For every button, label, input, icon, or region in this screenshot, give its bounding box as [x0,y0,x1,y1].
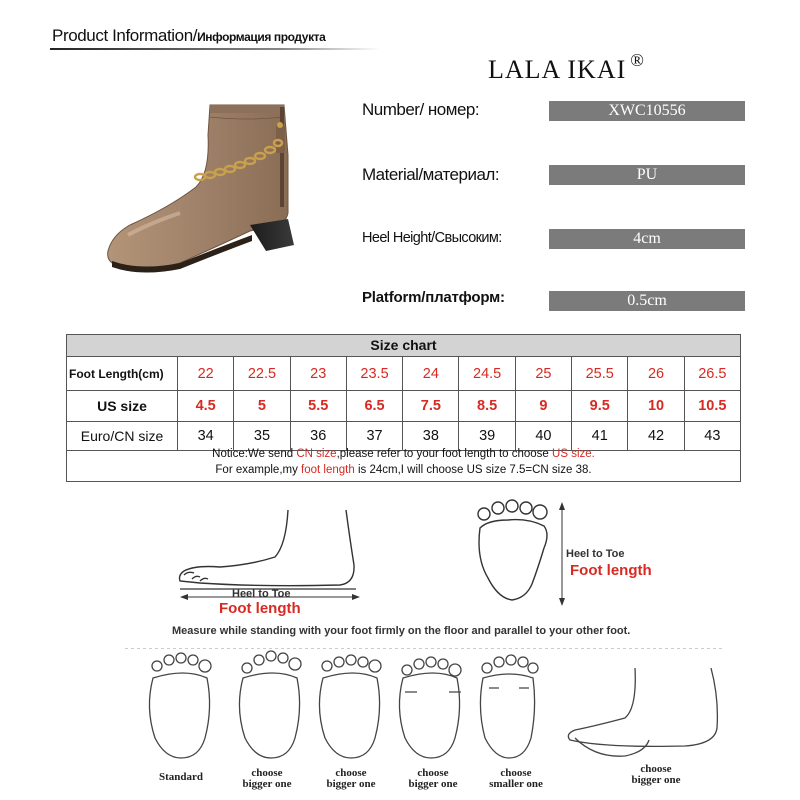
top-heel-to-toe-label: Heel to Toe [566,548,625,560]
brand-logo [488,50,645,85]
foot-type-label-2 [234,768,300,790]
table-cell: 35 [234,422,290,450]
table-cell: 24 [403,357,459,390]
header-title-en: Product Information/ [52,26,198,45]
notice-line-1 [67,448,740,460]
side-foot-length-label: Foot length [219,600,301,617]
spec-label-platform: Platform/платформ: [362,289,505,306]
spec-value-platform: 0.5cm [549,291,745,311]
spec-value-number: XWC10556 [549,101,745,121]
table-cell: 39 [459,422,515,450]
foot-type-2-line-1: choose [251,767,283,779]
boot-image [100,95,310,285]
row-label-us-size: US size [67,391,178,421]
foot-type-1-line-1: Standard [158,771,204,783]
table-cell: 26 [628,357,684,390]
foot-type-5-line-1: choose [500,767,532,779]
table-cell: 4.5 [178,391,234,421]
brand-name: LALA IKAI [488,55,627,84]
table-cell: 41 [572,422,628,450]
table-cell: 23.5 [347,357,403,390]
foot-type-label-3 [318,768,384,790]
table-cell: 10.5 [698,398,727,414]
foot-types-diagram [125,648,725,770]
table-cell: 40 [516,422,572,450]
spec-value-material: PU [549,165,745,185]
spec-label-material: Material/материал: [362,165,500,184]
row-label-foot-length: Foot Length(cm) [67,357,178,390]
foot-type-4-line-1: choose [417,767,449,779]
size-chart-title: Size chart [67,335,740,357]
table-cell: 25.5 [572,357,628,390]
header-title [52,26,325,46]
spec-label-heel-height: Heel Height/Свысоким: [362,230,502,246]
table-cell: 7.5 [403,391,459,421]
side-heel-to-toe-label: Heel to Toe [232,588,291,600]
table-cell: 42 [628,422,684,450]
table-cell: 34 [178,422,234,450]
table-row-euro-size [67,422,740,451]
foot-type-3-line-1: choose [335,767,367,779]
measure-instruction: Measure while standing with your foot firmly on the floor and parallel to your other foot. [172,625,631,637]
table-cell: 5 [234,391,290,421]
foot-type-6-line-2: bigger one [631,774,681,786]
spec-label-number: Number/ номер: [362,100,480,119]
notice-1-text-c: ,please refer to your foot length to choose [336,448,553,460]
header-underline [50,48,380,50]
table-cell: 22 [178,357,234,390]
table-cell: 24.5 [459,357,515,390]
table-cell: 8.5 [459,391,515,421]
foot-type-label-1 [148,772,214,783]
spec-value-heel-height: 4cm [549,229,745,249]
notice-line-2 [67,464,740,476]
foot-type-6-line-1: choose [640,763,672,775]
table-cell: 5.5 [291,391,347,421]
top-foot-length-label: Foot length [570,562,652,579]
table-row-us-size [67,391,740,422]
row-label-euro-size: Euro/CN size [67,422,178,450]
registered-mark: ® [630,50,645,70]
notice-1-text-a: Notice:We send [212,448,297,460]
table-cell: 9 [516,391,572,421]
table-cell: 38 [403,422,459,450]
table-cell: 23 [291,357,347,390]
table-row-foot-length [67,357,740,391]
table-cell: 26.5 [698,365,727,382]
notice-2-text-a: For example,my [215,464,302,476]
table-cell: 6.5 [347,391,403,421]
foot-type-label-5 [478,768,554,790]
foot-type-3-line-2: bigger one [326,778,376,790]
table-cell: 9.5 [572,391,628,421]
header-title-ru: Информация продукта [197,30,326,44]
foot-type-label-4 [398,768,468,790]
notice-2-text-c: is 24cm,I will choose US size 7.5=CN size 38. [354,464,592,476]
notice-1-cn-size: CN size [296,448,337,460]
foot-type-5-line-2: smaller one [489,778,543,790]
table-cell: 25 [516,357,572,390]
notice-2-foot-length: foot length [301,464,355,476]
table-cell: 10 [628,391,684,421]
foot-type-4-line-2: bigger one [408,778,458,790]
size-chart-table [66,334,741,482]
notice-1-us-size: US size. [552,448,595,460]
table-cell: 43 [704,428,721,444]
foot-type-2-line-2: bigger one [242,778,292,790]
table-cell: 36 [291,422,347,450]
table-cell: 22.5 [234,357,290,390]
table-cell: 37 [347,422,403,450]
foot-type-label-6 [618,764,694,786]
